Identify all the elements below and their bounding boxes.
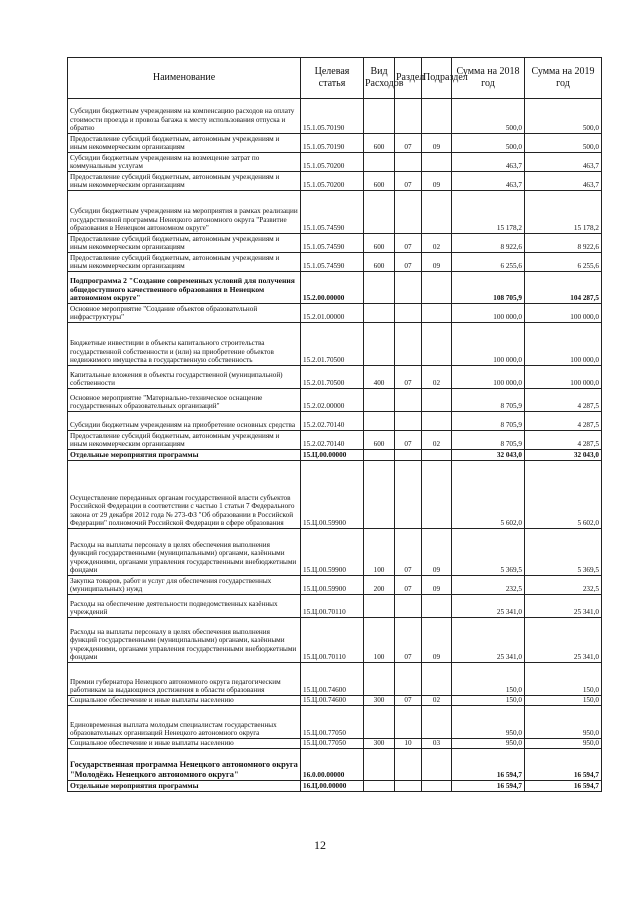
- cell-s1: 15 178,2: [452, 191, 525, 234]
- table-row: [68, 461, 602, 529]
- cell-name: Бюджетные инвестиции в объекты капитального строительства государственной собственности и (или) на приобретение объектов недвижимого имущества в государственную собственность: [68, 323, 301, 366]
- cell-s1: 16 594,7: [452, 749, 525, 781]
- cell-vr: 300: [364, 739, 395, 749]
- header-2019: Сумма на 2019 год: [525, 58, 602, 99]
- cell-code: 15.Ц.00.77050: [301, 739, 364, 749]
- cell-name: Отдельные мероприятия программы: [68, 781, 301, 792]
- cell-s2: 8 922,6: [525, 234, 602, 253]
- cell-name: Предоставление субсидий бюджетным, автономным учреждениям и иным некоммерческим организациям: [68, 253, 301, 272]
- cell-rz: [395, 461, 422, 529]
- cell-vr: [364, 272, 395, 304]
- cell-pr: [422, 389, 452, 412]
- cell-vr: [364, 595, 395, 618]
- cell-code: 15.1.05.70190: [301, 134, 364, 153]
- cell-s1: 100 000,0: [452, 366, 525, 389]
- cell-rz: 07: [395, 576, 422, 595]
- cell-vr: [364, 450, 395, 461]
- header-pr: Подраздел: [422, 58, 452, 99]
- cell-pr: [422, 461, 452, 529]
- cell-s2: 6 255,6: [525, 253, 602, 272]
- table-row: [68, 272, 602, 304]
- cell-pr: [422, 749, 452, 781]
- cell-vr: 600: [364, 234, 395, 253]
- cell-s2: 150,0: [525, 663, 602, 696]
- cell-vr: 200: [364, 576, 395, 595]
- cell-rz: 07: [395, 696, 422, 706]
- cell-s2: 463,7: [525, 153, 602, 172]
- table-row: [68, 389, 602, 412]
- cell-code: 15.Ц.00.70110: [301, 595, 364, 618]
- cell-s1: 8 922,6: [452, 234, 525, 253]
- cell-name: Основное мероприятие "Создание объектов образовательной инфраструктуры": [68, 304, 301, 323]
- cell-code: 16.Ц.00.00000: [301, 781, 364, 792]
- cell-s1: 32 043,0: [452, 450, 525, 461]
- cell-s1: 950,0: [452, 706, 525, 739]
- cell-rz: [395, 323, 422, 366]
- cell-code: 15.1.05.70200: [301, 172, 364, 191]
- cell-s2: 100 000,0: [525, 366, 602, 389]
- cell-name: Отдельные мероприятия программы: [68, 450, 301, 461]
- cell-code: 15.Ц.00.00000: [301, 450, 364, 461]
- cell-pr: 03: [422, 739, 452, 749]
- table-row: [68, 663, 602, 696]
- cell-pr: [422, 781, 452, 792]
- cell-s1: 108 705,9: [452, 272, 525, 304]
- table-row: [68, 431, 602, 450]
- cell-code: 15.2.01.00000: [301, 304, 364, 323]
- cell-name: Субсидии бюджетным учреждениям на компенсацию расходов на оплату стоимости проезда и провоза багажа к месту использования отпуска и обратно: [68, 99, 301, 134]
- cell-vr: [364, 304, 395, 323]
- cell-rz: [395, 781, 422, 792]
- table-row: [68, 323, 602, 366]
- cell-vr: 600: [364, 253, 395, 272]
- page-number: 12: [314, 838, 326, 852]
- table-row: [68, 595, 602, 618]
- cell-rz: [395, 389, 422, 412]
- cell-vr: [364, 99, 395, 134]
- cell-pr: [422, 99, 452, 134]
- cell-vr: 600: [364, 431, 395, 450]
- cell-vr: [364, 153, 395, 172]
- cell-rz: 07: [395, 431, 422, 450]
- cell-vr: [364, 706, 395, 739]
- cell-name: Предоставление субсидий бюджетным, автономным учреждениям и иным некоммерческим организациям: [68, 134, 301, 153]
- cell-s2: 5 602,0: [525, 461, 602, 529]
- cell-code: 15.2.02.00000: [301, 389, 364, 412]
- cell-s1: 8 705,9: [452, 412, 525, 431]
- cell-rz: 07: [395, 234, 422, 253]
- cell-rz: [395, 304, 422, 323]
- cell-code: 15.2.02.70140: [301, 412, 364, 431]
- header-code: Целевая статья: [301, 58, 364, 99]
- cell-rz: [395, 191, 422, 234]
- cell-name: Предоставление субсидий бюджетным, автономным учреждениям и иным некоммерческим организациям: [68, 172, 301, 191]
- cell-code: 15.Ц.00.74600: [301, 696, 364, 706]
- cell-name: Подпрограмма 2 "Создание современных условий для получения общедоступного качественного образования в Ненецком автономном округе": [68, 272, 301, 304]
- cell-s1: 100 000,0: [452, 304, 525, 323]
- table-row: [68, 706, 602, 739]
- cell-pr: [422, 706, 452, 739]
- cell-pr: [422, 450, 452, 461]
- cell-s2: 16 594,7: [525, 781, 602, 792]
- cell-name: Основное мероприятие "Материально-техническое оснащение государственных образовательных организаций": [68, 389, 301, 412]
- table-row: [68, 191, 602, 234]
- cell-code: 15.1.05.74590: [301, 234, 364, 253]
- table-row: [68, 412, 602, 431]
- table-row: [68, 153, 602, 172]
- cell-s1: 232,5: [452, 576, 525, 595]
- cell-rz: 07: [395, 134, 422, 153]
- cell-rz: 07: [395, 172, 422, 191]
- cell-name: Социальное обеспечение и иные выплаты населению: [68, 739, 301, 749]
- cell-vr: [364, 663, 395, 696]
- cell-name: Государственная программа Ненецкого автономного округа "Молодёжь Ненецкого автономного округа": [68, 749, 301, 781]
- cell-rz: [395, 595, 422, 618]
- cell-vr: [364, 749, 395, 781]
- cell-vr: 600: [364, 172, 395, 191]
- cell-code: 15.Ц.00.59900: [301, 461, 364, 529]
- cell-name: Капитальные вложения в объекты государственной (муниципальной) собственности: [68, 366, 301, 389]
- cell-code: 15.1.05.74590: [301, 191, 364, 234]
- cell-pr: 09: [422, 172, 452, 191]
- cell-s1: 500,0: [452, 99, 525, 134]
- header-vr: Вид Расходов: [364, 58, 395, 99]
- cell-vr: [364, 191, 395, 234]
- cell-s1: 8 705,9: [452, 431, 525, 450]
- cell-name: Осуществление переданных органам государственной власти субъектов Российской Федерации в соответствии с частью 1 статьи 7 Федерального закона от 29 декабря 2012 года № 273-ФЗ "Об образовании в Российской Федерации" полномочий Российской Федерации в сфере образования: [68, 461, 301, 529]
- cell-name: Предоставление субсидий бюджетным, автономным учреждениям и иным некоммерческим организациям: [68, 234, 301, 253]
- table-row: [68, 529, 602, 576]
- cell-s1: 8 705,9: [452, 389, 525, 412]
- cell-rz: [395, 663, 422, 696]
- cell-s1: 16 594,7: [452, 781, 525, 792]
- cell-name: Расходы на выплаты персоналу в целях обеспечения выполнения функций государственными (муниципальными) органами, казёнными учреждениями, органами управления государственными внебюджетными фондами: [68, 618, 301, 663]
- cell-rz: 07: [395, 529, 422, 576]
- table-row: [68, 781, 602, 792]
- cell-code: 15.2.00.00000: [301, 272, 364, 304]
- cell-code: 16.0.00.00000: [301, 749, 364, 781]
- cell-s1: 5 369,5: [452, 529, 525, 576]
- cell-s1: 500,0: [452, 134, 525, 153]
- cell-vr: 100: [364, 618, 395, 663]
- cell-pr: 09: [422, 134, 452, 153]
- cell-s1: 463,7: [452, 172, 525, 191]
- table-row: [68, 366, 602, 389]
- cell-pr: [422, 412, 452, 431]
- cell-s2: 25 341,0: [525, 618, 602, 663]
- cell-name: Субсидии бюджетным учреждениям на возмещение затрат по коммунальным услугам: [68, 153, 301, 172]
- cell-code: 15.2.01.70500: [301, 323, 364, 366]
- table-row: [68, 134, 602, 153]
- header-2018: Сумма на 2018 год: [452, 58, 525, 99]
- cell-pr: [422, 595, 452, 618]
- cell-code: 15.2.02.70140: [301, 431, 364, 450]
- cell-pr: 02: [422, 234, 452, 253]
- cell-s2: 950,0: [525, 739, 602, 749]
- cell-rz: 07: [395, 618, 422, 663]
- cell-pr: [422, 153, 452, 172]
- cell-rz: [395, 153, 422, 172]
- cell-rz: [395, 450, 422, 461]
- cell-s1: 100 000,0: [452, 323, 525, 366]
- cell-rz: 07: [395, 253, 422, 272]
- table-header-row: [68, 58, 602, 99]
- cell-vr: [364, 781, 395, 792]
- cell-s1: 25 341,0: [452, 595, 525, 618]
- cell-pr: [422, 304, 452, 323]
- cell-vr: 300: [364, 696, 395, 706]
- cell-name: Единовременная выплата молодым специалистам государственных образовательных организаций Ненецкого автономного округа: [68, 706, 301, 739]
- cell-name: Субсидии бюджетным учреждениям на приобретение основных средства: [68, 412, 301, 431]
- cell-pr: 09: [422, 253, 452, 272]
- cell-rz: [395, 99, 422, 134]
- cell-name: Премии губернатора Ненецкого автономного округа педагогическим работникам за выдающиеся достижения в области образования: [68, 663, 301, 696]
- cell-rz: [395, 706, 422, 739]
- cell-s1: 5 602,0: [452, 461, 525, 529]
- cell-rz: [395, 749, 422, 781]
- cell-vr: 600: [364, 134, 395, 153]
- cell-pr: 02: [422, 366, 452, 389]
- cell-s2: 16 594,7: [525, 749, 602, 781]
- cell-pr: [422, 323, 452, 366]
- cell-pr: 09: [422, 576, 452, 595]
- cell-code: 15.1.05.70200: [301, 153, 364, 172]
- budget-table: [67, 57, 602, 792]
- cell-s2: 500,0: [525, 134, 602, 153]
- cell-rz: [395, 272, 422, 304]
- table-row: [68, 618, 602, 663]
- cell-code: 15.2.01.70500: [301, 366, 364, 389]
- budget-table-page: [67, 57, 601, 792]
- cell-name: Закупка товаров, работ и услуг для обеспечения государственных (муниципальных) нужд: [68, 576, 301, 595]
- cell-s2: 100 000,0: [525, 304, 602, 323]
- cell-name: Расходы на обеспечение деятельности подведомственных казённых учреждений: [68, 595, 301, 618]
- cell-pr: 09: [422, 618, 452, 663]
- cell-code: 15.Ц.00.59900: [301, 576, 364, 595]
- cell-s1: 463,7: [452, 153, 525, 172]
- cell-s2: 5 369,5: [525, 529, 602, 576]
- cell-pr: [422, 272, 452, 304]
- table-body: [68, 99, 602, 792]
- cell-s1: 950,0: [452, 739, 525, 749]
- cell-s2: 15 178,2: [525, 191, 602, 234]
- cell-name: Предоставление субсидий бюджетным, автономным учреждениям и иным некоммерческим организациям: [68, 431, 301, 450]
- cell-pr: 02: [422, 431, 452, 450]
- cell-s2: 950,0: [525, 706, 602, 739]
- cell-pr: [422, 663, 452, 696]
- cell-s2: 500,0: [525, 99, 602, 134]
- table-row: [68, 99, 602, 134]
- header-name: Наименование: [68, 58, 301, 99]
- cell-vr: 400: [364, 366, 395, 389]
- cell-vr: [364, 389, 395, 412]
- table-row: [68, 304, 602, 323]
- cell-s1: 150,0: [452, 696, 525, 706]
- cell-name: Социальное обеспечение и иные выплаты населению: [68, 696, 301, 706]
- cell-rz: [395, 412, 422, 431]
- cell-rz: 07: [395, 366, 422, 389]
- cell-s1: 6 255,6: [452, 253, 525, 272]
- cell-s2: 25 341,0: [525, 595, 602, 618]
- table-row: [68, 450, 602, 461]
- cell-s2: 232,5: [525, 576, 602, 595]
- cell-s2: 463,7: [525, 172, 602, 191]
- cell-code: 15.Ц.00.59900: [301, 529, 364, 576]
- table-row: [68, 576, 602, 595]
- table-row: [68, 749, 602, 781]
- cell-s2: 32 043,0: [525, 450, 602, 461]
- cell-s1: 150,0: [452, 663, 525, 696]
- cell-code: 15.Ц.00.70110: [301, 618, 364, 663]
- cell-vr: [364, 323, 395, 366]
- cell-pr: [422, 191, 452, 234]
- cell-vr: [364, 412, 395, 431]
- cell-s2: 104 287,5: [525, 272, 602, 304]
- cell-vr: 100: [364, 529, 395, 576]
- table-row: [68, 739, 602, 749]
- cell-code: 15.1.05.70190: [301, 99, 364, 134]
- cell-s2: 4 287,5: [525, 412, 602, 431]
- table-row: [68, 253, 602, 272]
- cell-pr: 02: [422, 696, 452, 706]
- header-rz: Раздел: [395, 58, 422, 99]
- table-row: [68, 172, 602, 191]
- cell-s2: 100 000,0: [525, 323, 602, 366]
- cell-s2: 4 287,5: [525, 389, 602, 412]
- cell-code: 15.1.05.74590: [301, 253, 364, 272]
- cell-name: Расходы на выплаты персоналу в целях обеспечения выполнения функций государственными (муниципальными) органами, казёнными учреждениями, органами управления государственными внебюджетными фондами: [68, 529, 301, 576]
- table-row: [68, 696, 602, 706]
- cell-name: Субсидии бюджетным учреждениям на мероприятия в рамках реализации государственной программы Ненецкого автономного округа "Развитие образования в Ненецком автономном округе": [68, 191, 301, 234]
- cell-s1: 25 341,0: [452, 618, 525, 663]
- table-row: [68, 234, 602, 253]
- cell-code: 15.Ц.00.77050: [301, 706, 364, 739]
- cell-s2: 4 287,5: [525, 431, 602, 450]
- cell-s2: 150,0: [525, 696, 602, 706]
- cell-pr: 09: [422, 529, 452, 576]
- cell-vr: [364, 461, 395, 529]
- cell-code: 15.Ц.00.74600: [301, 663, 364, 696]
- cell-rz: 10: [395, 739, 422, 749]
